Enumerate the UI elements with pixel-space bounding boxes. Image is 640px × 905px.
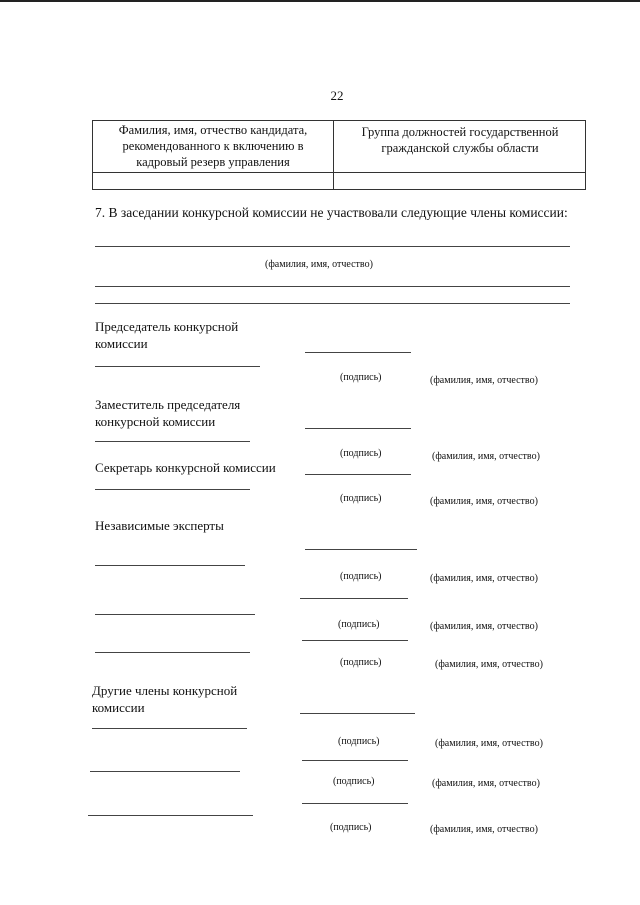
secretary-fio-caption: (фамилия, имя, отчество) <box>430 496 538 507</box>
chair-fio-caption: (фамилия, имя, отчество) <box>430 375 538 386</box>
reserve-table <box>92 120 586 190</box>
table-top-border <box>92 120 586 121</box>
expert1-signature-caption: (подпись) <box>340 571 382 582</box>
role-deputy: Заместитель председателя конкурсной комиссии <box>95 397 241 429</box>
deputy-signature-caption: (подпись) <box>340 448 382 459</box>
expert3-fio-caption: (фамилия, имя, отчество) <box>435 659 543 670</box>
table-bottom-border <box>92 189 586 190</box>
table-header-candidate: Фамилия, имя, отчество кандидата, рекомендованного к включению в кадровый резерв управления <box>118 123 308 169</box>
expert3-signature-line <box>302 640 408 641</box>
other2-name-line <box>90 771 240 772</box>
expert2-name-line <box>95 614 255 615</box>
chair-name-line <box>95 366 260 367</box>
secretary-name-line <box>95 489 250 490</box>
other1-signature-line <box>300 713 415 714</box>
table-col-divider <box>333 120 334 190</box>
expert2-fio-caption: (фамилия, имя, отчество) <box>430 621 538 632</box>
deputy-signature-line <box>305 428 411 429</box>
expert1-fio-caption: (фамилия, имя, отчество) <box>430 573 538 584</box>
secretary-signature-line <box>305 474 411 475</box>
other1-signature-caption: (подпись) <box>338 736 380 747</box>
deputy-name-line <box>95 441 250 442</box>
table-header-position-group: Группа должностей государственной гражданской службы области <box>361 125 559 155</box>
expert3-signature-caption: (подпись) <box>340 657 382 668</box>
expert2-signature-caption: (подпись) <box>338 619 380 630</box>
other1-fio-caption: (фамилия, имя, отчество) <box>435 738 543 749</box>
fio-caption: (фамилия, имя, отчество) <box>265 259 373 270</box>
absent-line-2 <box>95 286 570 287</box>
role-chair: Председатель конкурсной комиссии <box>95 319 239 351</box>
deputy-fio-caption: (фамилия, имя, отчество) <box>432 451 540 462</box>
other1-name-line <box>92 728 247 729</box>
table-row-divider <box>92 172 586 173</box>
role-secretary: Секретарь конкурсной комиссии <box>95 460 276 475</box>
page-number: 22 <box>330 88 344 103</box>
expert1-name-line <box>95 565 245 566</box>
other3-name-line <box>88 815 253 816</box>
absent-line-1 <box>95 246 570 247</box>
chair-signature-caption: (подпись) <box>340 372 382 383</box>
chair-signature-line <box>305 352 411 353</box>
secretary-signature-caption: (подпись) <box>340 493 382 504</box>
expert3-name-line <box>95 652 250 653</box>
role-others: Другие члены конкурсной комиссии <box>92 683 238 715</box>
expert2-signature-line <box>300 598 408 599</box>
page-top-edge <box>0 0 640 2</box>
expert1-signature-line <box>305 549 417 550</box>
table-right-border <box>585 120 586 190</box>
other2-fio-caption: (фамилия, имя, отчество) <box>432 778 540 789</box>
other3-signature-caption: (подпись) <box>330 822 372 833</box>
other3-fio-caption: (фамилия, имя, отчество) <box>430 824 538 835</box>
other3-signature-line <box>302 803 408 804</box>
table-left-border <box>92 120 93 190</box>
section-7-text: 7. В заседании конкурсной комиссии не участвовали следующие члены комиссии: <box>95 205 568 220</box>
role-experts: Независимые эксперты <box>95 518 224 533</box>
absent-line-3 <box>95 303 570 304</box>
other2-signature-line <box>302 760 408 761</box>
other2-signature-caption: (подпись) <box>333 776 375 787</box>
